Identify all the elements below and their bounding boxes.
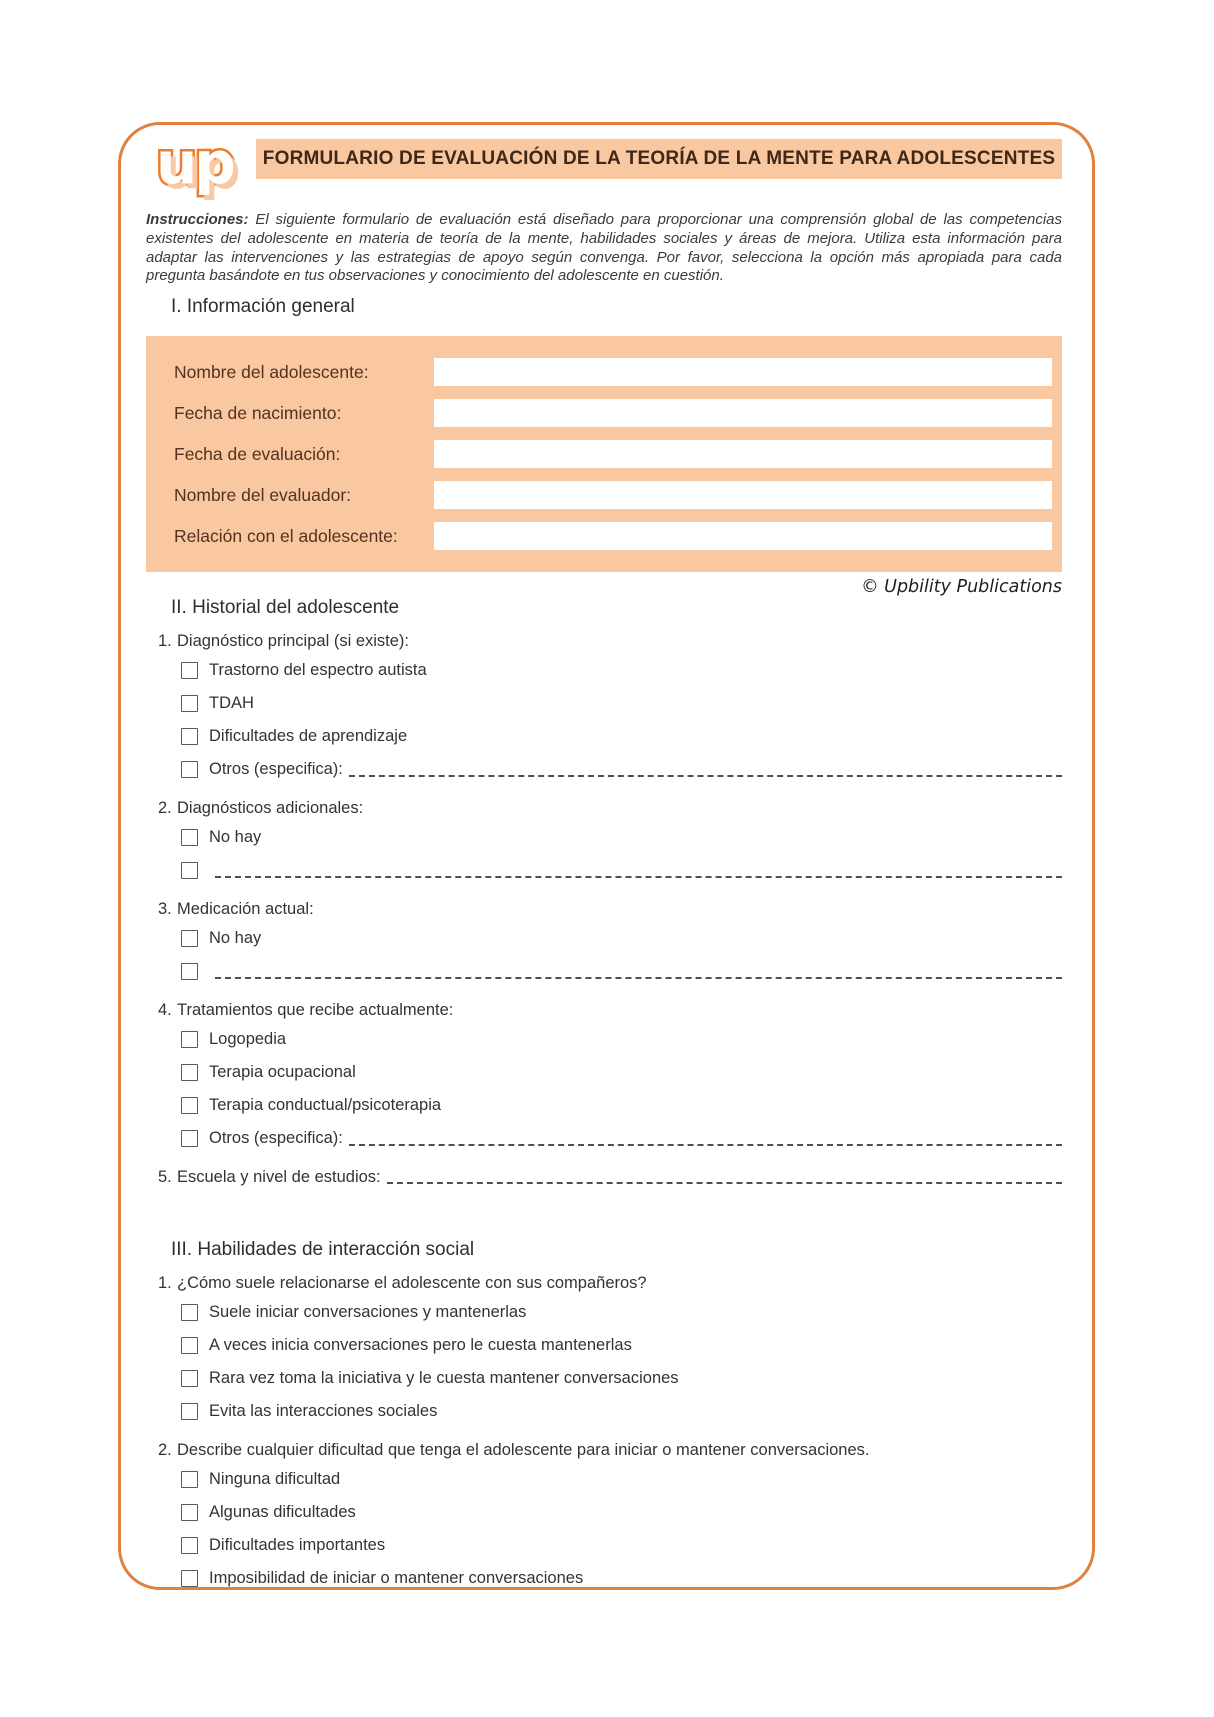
checkbox-icon[interactable] [181, 829, 198, 846]
section-2-heading: II. Historial del adolescente [171, 597, 400, 618]
evaluator-label: Nombre del evaluador: [174, 484, 352, 505]
option-dificultades-importantes[interactable] [181, 1529, 1062, 1562]
option-label: Dificultades importantes [209, 1536, 386, 1554]
checkbox-icon[interactable] [181, 1537, 198, 1554]
checkbox-icon[interactable] [181, 761, 198, 778]
eval-date-field[interactable] [434, 440, 1052, 468]
section-spacer [146, 1187, 1062, 1229]
checkbox-icon[interactable] [181, 1370, 198, 1387]
option-label: No hay [209, 929, 262, 947]
option-rara-vez[interactable] [181, 1362, 1062, 1395]
option-write-in[interactable] [181, 955, 1062, 988]
question-medicacion-actual [158, 900, 1062, 988]
checkbox-icon[interactable] [181, 1064, 198, 1081]
option-label: Evita las interacciones sociales [209, 1402, 438, 1420]
info-row-name [174, 358, 1052, 386]
option-label: Dificultades de aprendizaje [209, 727, 408, 745]
info-row-eval-date [174, 440, 1052, 468]
option-tea[interactable] [181, 654, 1062, 687]
option-label: Rara vez toma la iniciativa y le cuesta mantener conversaciones [209, 1369, 679, 1387]
option-evita-interacciones[interactable] [181, 1395, 1062, 1428]
question-number: 2. [158, 799, 172, 817]
question-relacion-companeros [158, 1274, 1062, 1428]
option-terapia-conductual[interactable] [181, 1089, 1062, 1122]
form-page [118, 122, 1095, 1590]
question-number: 4. [158, 1001, 172, 1019]
instructions-label: Instrucciones: [146, 211, 249, 228]
option-terapia-ocupacional[interactable] [181, 1056, 1062, 1089]
checkbox-icon[interactable] [181, 1337, 198, 1354]
header [146, 129, 1062, 207]
section-1-heading: I. Información general [171, 296, 355, 317]
instructions-text: El siguiente formulario de evaluación está diseñado para proporcionar una comprensión global de las competencias existentes del adolescente en materia de teoría de la mente, habilidades sociales y áreas de mejora. Utiliza esta información para adaptar las intervenciones y las estrategias de apoyo según convenga. Por favor, selecciona la opción más apropiada para cada pregunta basándote en tus observaciones y conocimiento del adolescente en cuestión. [146, 211, 1062, 285]
option-label: Suele iniciar conversaciones y mantenerlas [209, 1303, 527, 1321]
option-imposibilidad[interactable] [181, 1562, 1062, 1595]
option-write-in[interactable] [181, 854, 1062, 887]
option-dif-aprendizaje[interactable] [181, 720, 1062, 753]
checkbox-icon[interactable] [181, 1031, 198, 1048]
checkbox-icon[interactable] [181, 963, 198, 980]
write-in-blank[interactable] [387, 1182, 1062, 1184]
option-label: Logopedia [209, 1030, 287, 1048]
question-diagnosticos-adicionales [158, 799, 1062, 887]
option-inicia-mantiene[interactable] [181, 1296, 1062, 1329]
birthdate-label: Fecha de nacimiento: [174, 402, 342, 423]
form-title: FORMULARIO DE EVALUACIÓN DE LA TEORÍA DE LA MENTE PARA ADOLESCENTES [262, 148, 1056, 169]
option-label: Algunas dificultades [209, 1503, 356, 1521]
option-label: Terapia conductual/psicoterapia [209, 1096, 442, 1114]
option-otros[interactable] [181, 753, 1062, 786]
checkbox-icon[interactable] [181, 1570, 198, 1587]
info-row-evaluator [174, 481, 1052, 509]
checkbox-icon[interactable] [181, 728, 198, 745]
question-text: Describe cualquier dificultad que tenga el adolescente para iniciar o mantener conversaciones. [177, 1441, 870, 1459]
option-ninguna-dificultad[interactable] [181, 1463, 1062, 1496]
option-label: No hay [209, 828, 262, 846]
checkbox-icon[interactable] [181, 1403, 198, 1420]
question-number: 3. [158, 900, 172, 918]
instructions-paragraph [146, 211, 1062, 286]
eval-date-label: Fecha de evaluación: [174, 443, 341, 464]
question-text: Diagnósticos adicionales: [177, 799, 364, 817]
option-label: Trastorno del espectro autista [209, 661, 427, 679]
relationship-field[interactable] [434, 522, 1052, 550]
question-diagnostico-principal [158, 632, 1062, 786]
question-text: Tratamientos que recibe actualmente: [177, 1001, 454, 1019]
option-label: Imposibilidad de iniciar o mantener conversaciones [209, 1569, 584, 1587]
question-number: 5. [158, 1168, 172, 1186]
checkbox-icon[interactable] [181, 862, 198, 879]
write-in-blank[interactable] [215, 876, 1062, 878]
upbility-logo-text: up [156, 129, 233, 197]
section-3-heading: III. Habilidades de interacción social [171, 1239, 475, 1260]
option-label: Otros (especifica): [209, 760, 343, 778]
checkbox-icon[interactable] [181, 695, 198, 712]
question-text: Medicación actual: [177, 900, 314, 918]
relationship-label: Relación con el adolescente: [174, 525, 398, 546]
birthdate-field[interactable] [434, 399, 1052, 427]
question-text: Diagnóstico principal (si existe): [177, 632, 410, 650]
checkbox-icon[interactable] [181, 1097, 198, 1114]
name-label: Nombre del adolescente: [174, 361, 369, 382]
upbility-logo [156, 129, 256, 207]
question-number: 2. [158, 1441, 172, 1459]
checkbox-icon[interactable] [181, 1304, 198, 1321]
question-text: ¿Cómo suele relacionarse el adolescente con sus compañeros? [177, 1274, 647, 1292]
info-row-relationship [174, 522, 1052, 550]
option-tdah[interactable] [181, 687, 1062, 720]
question-number: 1. [158, 1274, 172, 1292]
write-in-blank[interactable] [215, 977, 1062, 979]
write-in-blank[interactable] [349, 1144, 1062, 1146]
option-no-hay[interactable] [181, 821, 1062, 854]
option-algunas-dificultades[interactable] [181, 1496, 1062, 1529]
question-number: 1. [158, 632, 172, 650]
form-title-bar [256, 139, 1062, 179]
write-in-blank[interactable] [349, 775, 1062, 777]
question-text: Escuela y nivel de estudios: [177, 1168, 381, 1186]
option-label: TDAH [209, 694, 254, 712]
copyright-notice: © Upbility Publications [861, 577, 1062, 597]
general-info-box [146, 336, 1062, 572]
option-otros[interactable] [181, 1122, 1062, 1155]
option-a-veces-inicia[interactable] [181, 1329, 1062, 1362]
option-no-hay[interactable] [181, 922, 1062, 955]
checkbox-icon[interactable] [181, 1504, 198, 1521]
checkbox-icon[interactable] [181, 930, 198, 947]
checkbox-icon[interactable] [181, 1471, 198, 1488]
evaluator-field[interactable] [434, 481, 1052, 509]
option-label: Ninguna dificultad [209, 1470, 341, 1488]
option-label: A veces inicia conversaciones pero le cuesta mantenerlas [209, 1336, 632, 1354]
checkbox-icon[interactable] [181, 662, 198, 679]
option-logopedia[interactable] [181, 1023, 1062, 1056]
info-row-birthdate [174, 399, 1052, 427]
checkbox-icon[interactable] [181, 1130, 198, 1147]
question-tratamientos [158, 1001, 1062, 1155]
question-escuela-nivel [158, 1168, 1062, 1187]
option-label: Terapia ocupacional [209, 1063, 356, 1081]
question-dificultad-conversaciones [158, 1441, 1062, 1595]
option-label: Otros (especifica): [209, 1129, 343, 1147]
name-field[interactable] [434, 358, 1052, 386]
